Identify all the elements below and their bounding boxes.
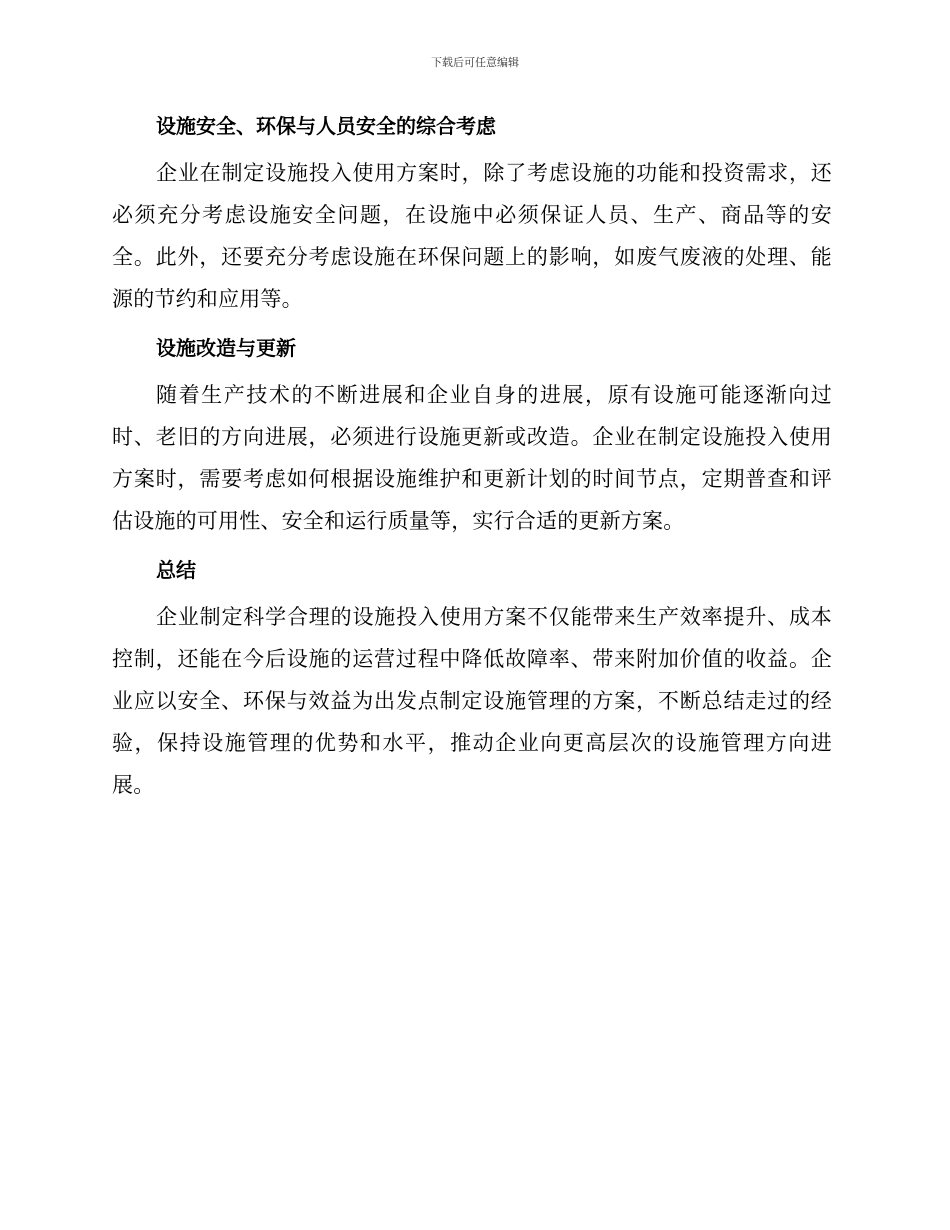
section-summary (112, 554, 832, 806)
section-renovation (112, 332, 832, 542)
section-paragraph: 随着生产技术的不断进展和企业自身的进展，原有设施可能逐渐向过时、老旧的方向进展，必须进行设施更新或改造。企业在制定设施投入使用方案时，需要考虑如何根据设施维护和更新计划的时间节点，定期普查和评估设施的可用性、安全和运行质量等，实行合适的更新方案。 (112, 383, 832, 533)
section-heading: 总结 (156, 558, 196, 582)
section-paragraph: 企业制定科学合理的设施投入使用方案不仅能带来生产效率提升、成本控制，还能在今后设施的运营过程中降低故障率、带来附加价值的收益。企业应以安全、环保与效益为出发点制定设施管理的方案，不断总结走过的经验，保持设施管理的优势和水平，推动企业向更高层次的设施管理方向进展。 (112, 605, 832, 797)
document-body (112, 110, 832, 818)
section-paragraph: 企业在制定设施投入使用方案时，除了考虑设施的功能和投资需求，还必须充分考虑设施安全问题，在设施中必须保证人员、生产、商品等的安全。此外，还要充分考虑设施在环保问题上的影响，如废气废液的处理、能源的节约和应用等。 (112, 161, 832, 311)
header-note: 下载后可任意编辑 (431, 56, 519, 69)
section-safety (112, 110, 832, 320)
section-heading: 设施安全、环保与人员安全的综合考虑 (156, 114, 496, 138)
section-heading: 设施改造与更新 (156, 336, 296, 360)
